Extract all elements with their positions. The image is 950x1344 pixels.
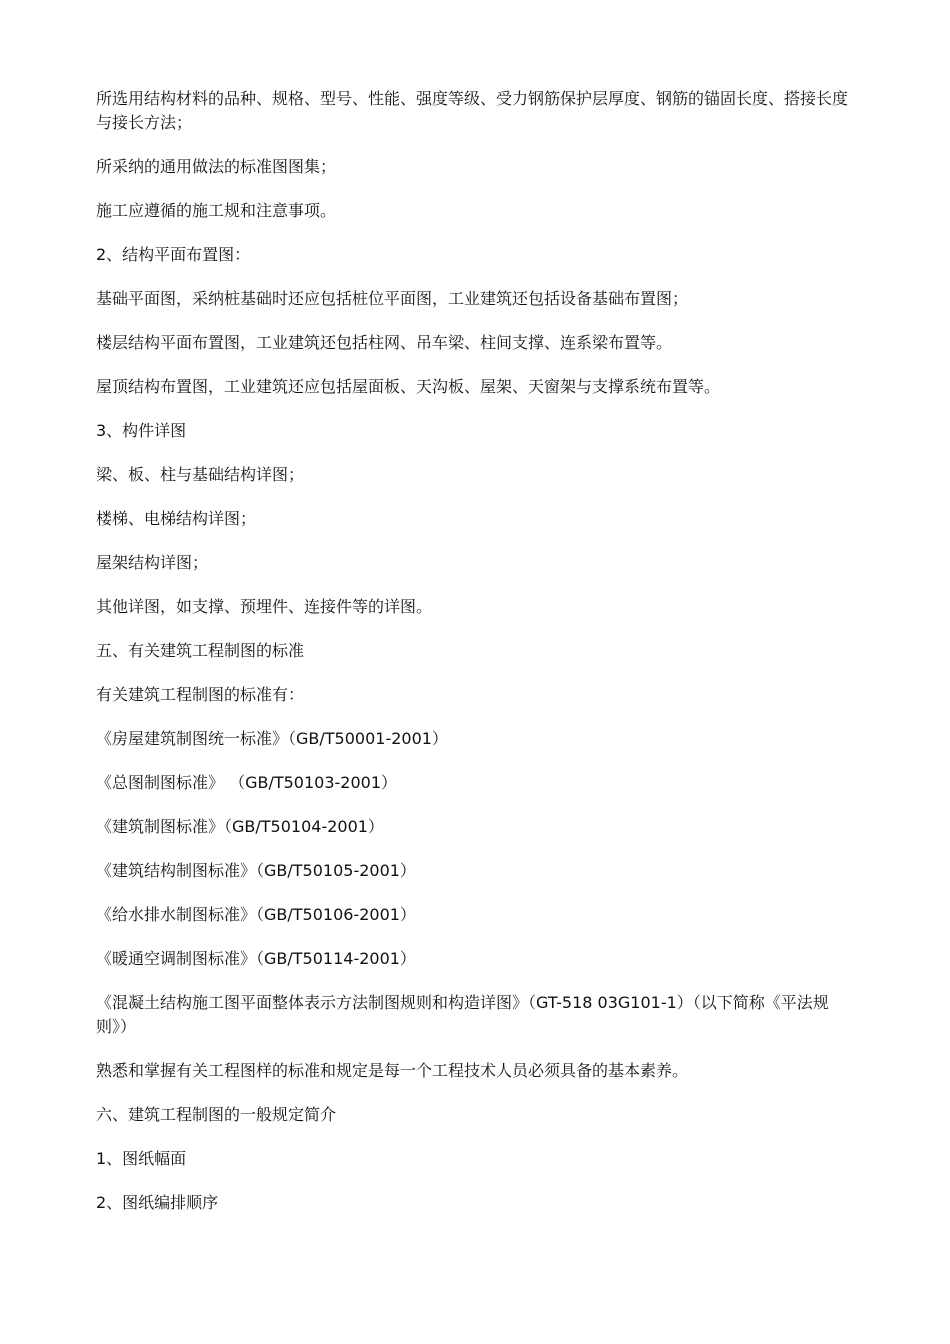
paragraph-beam-slab-details: 梁、板、柱与基础结构详图； (96, 465, 305, 484)
heading-section-six: 六、建筑工程制图的一般规定简介 (96, 1105, 337, 1124)
standard-item: 《给水排水制图标准》（GB/T50106-2001） (96, 905, 416, 924)
heading-sheet-size: 1、图纸幅面 (96, 1149, 187, 1168)
standard-item: 《混凝土结构施工图平面整体表示方法制图规则和构造详图》（GT-518 03G101-1）（以下简称《平法规则》） (96, 993, 829, 1036)
paragraph-construction-notes: 施工应遵循的施工规和注意事项。 (96, 201, 337, 220)
standard-item: 《建筑制图标准》（GB/T50104-2001） (96, 817, 384, 836)
standard-item: 《暖通空调制图标准》（GB/T50114-2001） (96, 949, 416, 968)
paragraph-other-details: 其他详图，如支撑、预埋件、连接件等的详图。 (96, 597, 433, 616)
paragraph-floor-plan: 楼层结构平面布置图，工业建筑还包括柱网、吊车梁、柱间支撑、连系梁布置等。 (96, 333, 673, 352)
paragraph-foundation-plan: 基础平面图，采纳桩基础时还应包括桩位平面图，工业建筑还包括设备基础布置图； (96, 289, 689, 308)
heading-sheet-order: 2、图纸编排顺序 (96, 1193, 219, 1212)
paragraph-standard-atlas: 所采纳的通用做法的标准图图集； (96, 157, 337, 176)
standard-item: 《建筑结构制图标准》（GB/T50105-2001） (96, 861, 416, 880)
paragraph-standards-intro: 有关建筑工程制图的标准有： (96, 685, 305, 704)
standard-item: 《房屋建筑制图统一标准》（GB/T50001-2001） (96, 729, 448, 748)
paragraph-materials: 所选用结构材料的品种、规格、型号、性能、强度等级、受力钢筋保护层厚度、钢筋的锚固长度、搭接长度与接长方法； (96, 89, 849, 132)
heading-structural-plan: 2、结构平面布置图： (96, 245, 251, 264)
heading-section-five: 五、有关建筑工程制图的标准 (96, 641, 305, 660)
paragraph-basic-literacy: 熟悉和掌握有关工程图样的标准和规定是每一个工程技术人员必须具备的基本素养。 (96, 1061, 689, 1080)
paragraph-stair-elevator-details: 楼梯、电梯结构详图； (96, 509, 257, 528)
document-page (96, 87, 856, 1235)
paragraph-truss-details: 屋架结构详图； (96, 553, 209, 572)
paragraph-roof-plan: 屋顶结构布置图，工业建筑还应包括屋面板、天沟板、屋架、天窗架与支撑系统布置等。 (96, 377, 721, 396)
heading-component-details: 3、构件详图 (96, 421, 187, 440)
standard-item: 《总图制图标准》 （GB/T50103-2001） (96, 773, 398, 792)
